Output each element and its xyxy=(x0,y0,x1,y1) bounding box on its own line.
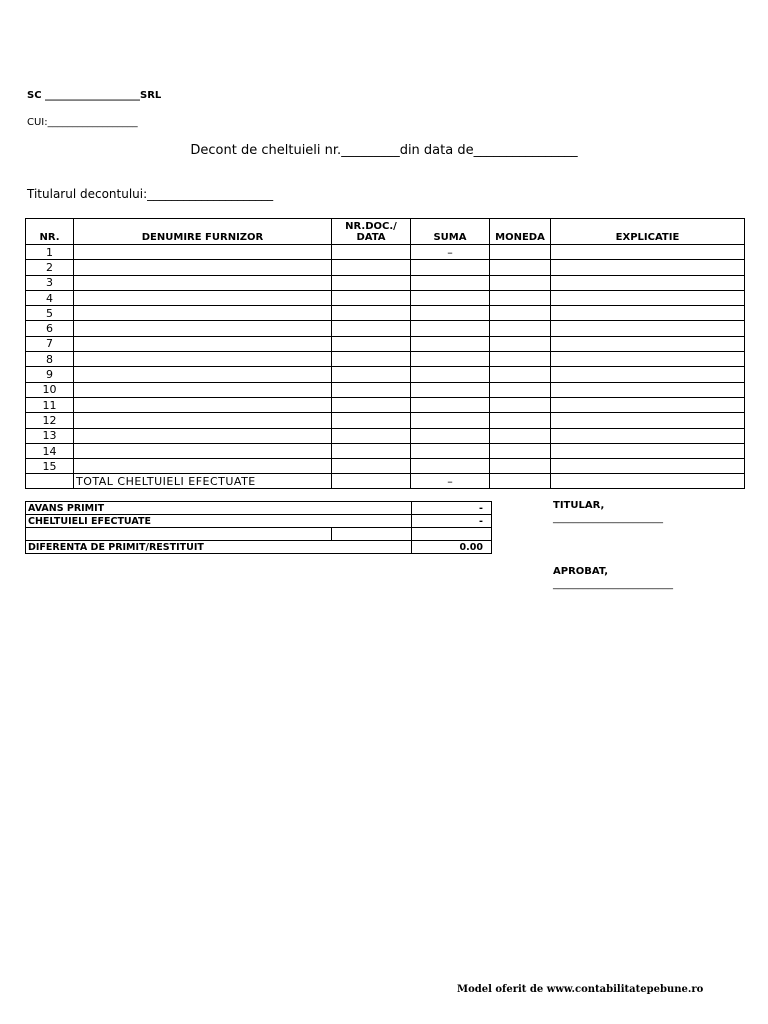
row-furnizor xyxy=(74,382,332,397)
table-row xyxy=(26,321,745,336)
row-suma xyxy=(411,382,490,397)
row-explicatie xyxy=(551,367,745,382)
column-header-nr: NR. xyxy=(26,219,74,245)
row-moneda xyxy=(490,352,551,367)
row-explicatie xyxy=(551,245,745,260)
holder-line: Titularul decontului:_____________________ xyxy=(27,187,274,201)
row-moneda xyxy=(490,459,551,474)
row-doc xyxy=(332,443,411,458)
row-explicatie xyxy=(551,397,745,412)
row-nr: 7 xyxy=(26,336,74,351)
aprobat-signature-line: ________________________ xyxy=(553,579,673,590)
table-header-row xyxy=(26,219,745,245)
row-furnizor xyxy=(74,428,332,443)
row-doc xyxy=(332,275,411,290)
table-row xyxy=(26,336,745,351)
total-label: TOTAL CHELTUIELI EFECTUATE xyxy=(74,474,332,489)
row-suma xyxy=(411,336,490,351)
row-nr: 13 xyxy=(26,428,74,443)
cui-line: CUI:__________________ xyxy=(27,117,138,128)
row-nr: 3 xyxy=(26,275,74,290)
advance-label: AVANS PRIMIT xyxy=(26,502,412,515)
company-line: SC ___________________SRL xyxy=(27,90,162,101)
titular-label: TITULAR, xyxy=(553,500,605,511)
table-row xyxy=(26,382,745,397)
advance-value: - xyxy=(412,502,492,515)
row-furnizor xyxy=(74,443,332,458)
expenses-value: - xyxy=(412,515,492,528)
table-row xyxy=(26,245,745,260)
column-header-doc: NR.DOC./ DATA xyxy=(332,219,411,245)
row-suma xyxy=(411,397,490,412)
row-explicatie xyxy=(551,260,745,275)
row-nr: 14 xyxy=(26,443,74,458)
row-furnizor xyxy=(74,306,332,321)
row-doc xyxy=(332,382,411,397)
row-moneda xyxy=(490,321,551,336)
aprobat-label: APROBAT, xyxy=(553,566,609,577)
row-doc xyxy=(332,260,411,275)
row-nr: 1 xyxy=(26,245,74,260)
row-furnizor xyxy=(74,413,332,428)
row-doc xyxy=(332,290,411,305)
row-explicatie xyxy=(551,306,745,321)
row-explicatie xyxy=(551,275,745,290)
row-doc xyxy=(332,352,411,367)
expenses-label: CHELTUIELI EFECTUATE xyxy=(26,515,412,528)
row-explicatie xyxy=(551,413,745,428)
row-doc xyxy=(332,321,411,336)
row-suma xyxy=(411,352,490,367)
row-explicatie xyxy=(551,321,745,336)
row-doc xyxy=(332,336,411,351)
titular-signature-line: ______________________ xyxy=(553,513,663,524)
row-doc xyxy=(332,459,411,474)
total-value: – xyxy=(411,474,490,489)
column-header-furnizor: DENUMIRE FURNIZOR xyxy=(74,219,332,245)
row-suma xyxy=(411,428,490,443)
row-explicatie xyxy=(551,459,745,474)
row-suma xyxy=(411,275,490,290)
table-row xyxy=(26,397,745,412)
blank-row xyxy=(26,528,492,541)
table-row xyxy=(26,428,745,443)
column-header-moneda: MONEDA xyxy=(490,219,551,245)
row-doc xyxy=(332,367,411,382)
row-furnizor xyxy=(74,367,332,382)
row-nr: 15 xyxy=(26,459,74,474)
row-nr: 4 xyxy=(26,290,74,305)
table-row xyxy=(26,352,745,367)
column-header-explicatie: EXPLICATIE xyxy=(551,219,745,245)
document-title: Decont de cheltuieli nr._________din data de________________ xyxy=(190,143,578,158)
row-doc xyxy=(332,245,411,260)
row-suma xyxy=(411,367,490,382)
expenses-row xyxy=(26,515,492,528)
row-moneda xyxy=(490,413,551,428)
row-moneda xyxy=(490,382,551,397)
row-nr: 6 xyxy=(26,321,74,336)
table-row xyxy=(26,275,745,290)
row-doc xyxy=(332,413,411,428)
row-moneda xyxy=(490,245,551,260)
row-moneda xyxy=(490,397,551,412)
table-row xyxy=(26,290,745,305)
row-suma xyxy=(411,321,490,336)
row-doc xyxy=(332,397,411,412)
row-moneda xyxy=(490,367,551,382)
row-suma xyxy=(411,260,490,275)
row-furnizor xyxy=(74,397,332,412)
row-suma xyxy=(411,443,490,458)
table-row xyxy=(26,443,745,458)
row-moneda xyxy=(490,443,551,458)
row-suma xyxy=(411,290,490,305)
row-moneda xyxy=(490,336,551,351)
difference-value: 0.00 xyxy=(412,541,492,554)
row-nr: 11 xyxy=(26,397,74,412)
row-nr: 12 xyxy=(26,413,74,428)
row-moneda xyxy=(490,275,551,290)
table-row xyxy=(26,413,745,428)
row-furnizor xyxy=(74,321,332,336)
row-suma xyxy=(411,306,490,321)
row-furnizor xyxy=(74,245,332,260)
row-furnizor xyxy=(74,352,332,367)
expenses-table xyxy=(25,218,745,489)
row-nr: 2 xyxy=(26,260,74,275)
row-moneda xyxy=(490,306,551,321)
row-furnizor xyxy=(74,336,332,351)
row-nr: 8 xyxy=(26,352,74,367)
total-row xyxy=(26,474,745,489)
row-suma xyxy=(411,459,490,474)
row-moneda xyxy=(490,260,551,275)
footer-credit: Model oferit de www.contabilitatepebune.ro xyxy=(457,984,704,995)
row-suma: – xyxy=(411,245,490,260)
row-explicatie xyxy=(551,352,745,367)
row-explicatie xyxy=(551,382,745,397)
row-explicatie xyxy=(551,336,745,351)
row-nr: 10 xyxy=(26,382,74,397)
table-row xyxy=(26,306,745,321)
column-header-suma: SUMA xyxy=(411,219,490,245)
row-explicatie xyxy=(551,443,745,458)
row-moneda xyxy=(490,290,551,305)
table-row xyxy=(26,367,745,382)
row-furnizor xyxy=(74,275,332,290)
row-explicatie xyxy=(551,290,745,305)
advance-row xyxy=(26,502,492,515)
row-furnizor xyxy=(74,260,332,275)
row-explicatie xyxy=(551,428,745,443)
row-moneda xyxy=(490,428,551,443)
row-furnizor xyxy=(74,290,332,305)
table-row xyxy=(26,260,745,275)
row-suma xyxy=(411,413,490,428)
row-furnizor xyxy=(74,459,332,474)
row-nr: 5 xyxy=(26,306,74,321)
summary-table xyxy=(25,501,492,554)
table-row xyxy=(26,459,745,474)
row-doc xyxy=(332,306,411,321)
row-nr: 9 xyxy=(26,367,74,382)
row-doc xyxy=(332,428,411,443)
difference-row xyxy=(26,541,492,554)
difference-label: DIFERENTA DE PRIMIT/RESTITUIT xyxy=(26,541,412,554)
